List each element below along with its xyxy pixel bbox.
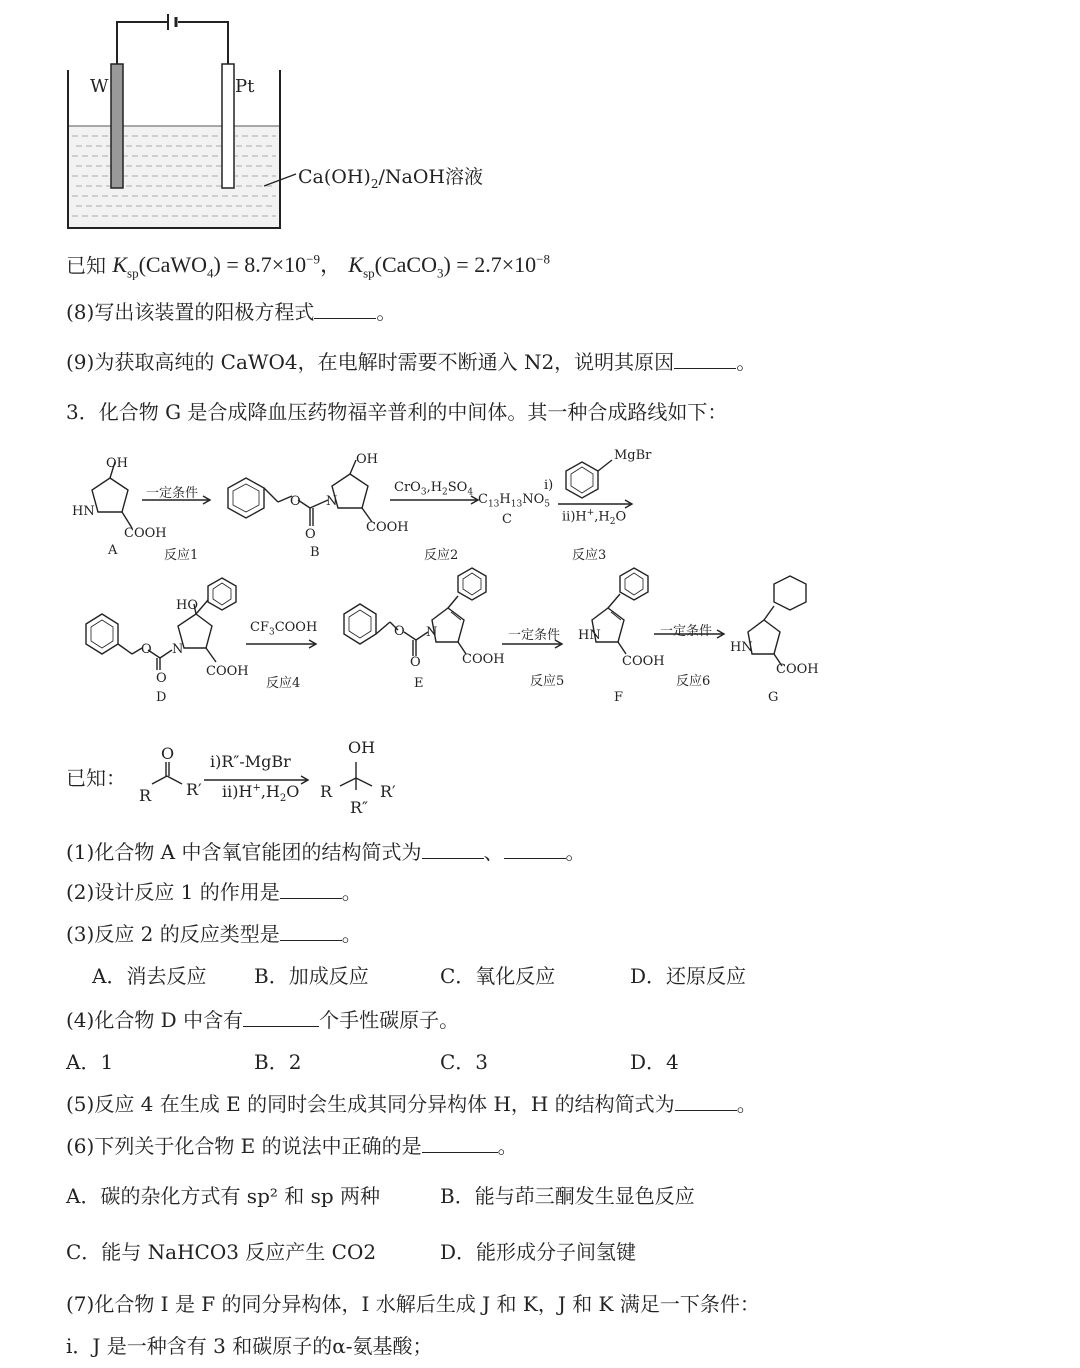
- q6-option-d[interactable]: D．能形成分子间氢键: [440, 1240, 637, 1264]
- q3-option-a[interactable]: A．消去反应: [92, 964, 207, 988]
- question-8-end: 。: [376, 300, 397, 324]
- reaction-label-6: 反应6: [676, 674, 711, 689]
- ksp-caco3: $K_{sp}(CaCO_3) = 2.7\times 10^{-8}$: [348, 252, 550, 281]
- platinum-electrode: [222, 64, 234, 188]
- question-1-text: (1)化合物 A 中含氧官能团的结构简式为: [66, 840, 422, 864]
- electrolysis-apparatus: [60, 8, 520, 240]
- grignard-product-r-double-prime: R″: [350, 798, 369, 817]
- electrode-label-pt: Pt: [235, 76, 255, 97]
- question-5: [66, 1090, 757, 1118]
- question-2: [66, 878, 362, 906]
- atom-o: O: [141, 642, 152, 657]
- question-8-text: (8)写出该装置的阳极方程式: [66, 300, 315, 324]
- grignard-r: R: [139, 786, 152, 805]
- answer-blank[interactable]: [280, 922, 342, 941]
- condition-r6: 一定条件: [660, 624, 713, 639]
- condition-r3-i: i): [544, 478, 554, 493]
- condition-r2: $CrO_3,H_2SO_4$: [394, 480, 474, 498]
- answer-blank[interactable]: [504, 840, 566, 859]
- q4-option-c[interactable]: C．3: [440, 1050, 489, 1074]
- question-5-text: (5)反应 4 在生成 E 的同时会生成其同分异构体 H，H 的结构简式为: [66, 1092, 675, 1116]
- atom-cooh: COOH: [124, 526, 167, 541]
- question-2-end: 。: [341, 880, 362, 904]
- condition-r5: 一定条件: [508, 628, 561, 643]
- question-6-end: 。: [497, 1134, 518, 1158]
- compound-label-c: C: [502, 512, 512, 527]
- question-7: (7)化合物 I 是 F 的同分异构体，I 水解后生成 J 和 K，J 和 K 满足一下条件：: [66, 1292, 760, 1316]
- question-9-end: 。: [736, 350, 757, 374]
- ksp-cawo4: $K_{sp}(CaWO_4) = 8.7\times 10^{-9}$，: [112, 252, 343, 281]
- atom-oh: OH: [106, 456, 128, 471]
- tungsten-electrode: [111, 64, 123, 188]
- grignard-cond-ii: $ii)H^+,H_2O$: [222, 782, 300, 805]
- answer-blank[interactable]: [422, 1134, 498, 1153]
- q6-option-b[interactable]: B．能与茚三酮发生显色反应: [440, 1184, 695, 1208]
- answer-blank[interactable]: [243, 1008, 319, 1027]
- compound-g-cyclohexane: [774, 576, 806, 610]
- grignard-cond-i: i)R″-MgBr: [210, 752, 291, 771]
- question-3-text: (3)反应 2 的反应类型是: [66, 922, 280, 946]
- question-1-separator: 、: [483, 840, 504, 864]
- question-1-end: 。: [565, 840, 586, 864]
- q6-option-a[interactable]: A．碳的杂化方式有 sp² 和 sp 两种: [66, 1184, 381, 1208]
- atom-o: O: [305, 527, 316, 542]
- atom-n: N: [172, 642, 184, 657]
- atom-hn: HN: [72, 504, 95, 519]
- atom-cooh: COOH: [622, 654, 665, 669]
- reaction-label-3: 反应3: [572, 548, 607, 563]
- compound-g-ring: [748, 620, 780, 654]
- known-grignard-prefix: 已知：: [66, 766, 126, 790]
- answer-blank[interactable]: [674, 350, 736, 369]
- atom-o: O: [156, 671, 167, 686]
- atom-o: O: [394, 624, 405, 639]
- atom-cooh: COOH: [462, 652, 505, 667]
- solution-label: $Ca(OH)_2$/NaOH溶液: [298, 166, 483, 191]
- condition-r3-mgbr: MgBr: [614, 448, 652, 463]
- question-4-text: (4)化合物 D 中含有: [66, 1008, 244, 1032]
- atom-cooh: COOH: [776, 662, 819, 677]
- condition-r4: $CF_3COOH$: [250, 620, 318, 638]
- grignard-oh: OH: [348, 738, 376, 757]
- known-ksp-line: [66, 246, 550, 288]
- question-3: [66, 920, 362, 948]
- compound-label-g: G: [768, 690, 779, 705]
- reaction-label-2: 反应2: [424, 548, 459, 563]
- q4-option-d[interactable]: D．4: [630, 1050, 679, 1074]
- grignard-o: O: [161, 744, 175, 763]
- reaction-label-1: 反应1: [164, 548, 199, 563]
- atom-cooh: COOH: [206, 664, 249, 679]
- q4-option-b[interactable]: B．2: [254, 1050, 302, 1074]
- compound-label-f: F: [614, 690, 624, 705]
- compound-b-ring: [332, 474, 368, 508]
- electrode-label-w: W: [90, 76, 109, 97]
- atom-hn: HN: [578, 628, 601, 643]
- reaction-label-4: 反应4: [266, 676, 301, 691]
- atom-ho: HO: [176, 598, 198, 613]
- compound-label-d: D: [156, 690, 167, 705]
- q3-option-c[interactable]: C．氧化反应: [440, 964, 556, 988]
- question-6: [66, 1132, 518, 1160]
- answer-blank[interactable]: [280, 880, 342, 899]
- question-2-text: (2)设计反应 1 的作用是: [66, 880, 280, 904]
- grignard-product-r: R: [320, 782, 333, 801]
- answer-blank[interactable]: [314, 300, 376, 319]
- question-4-end: 个手性碳原子。: [319, 1008, 460, 1032]
- question-6-text: (6)下列关于化合物 E 的说法中正确的是: [66, 1134, 422, 1158]
- question-4: [66, 1006, 459, 1034]
- grignard-r-prime: R′: [186, 780, 202, 799]
- atom-o: O: [410, 655, 421, 670]
- question-5-end: 。: [736, 1092, 757, 1116]
- atom-o: O: [290, 494, 301, 509]
- compound-label-b: B: [310, 545, 320, 560]
- compound-label-e: E: [414, 676, 424, 691]
- atom-oh: OH: [356, 452, 378, 467]
- q6-option-c[interactable]: C．能与 NaHCO3 反应产生 CO2: [66, 1240, 377, 1264]
- question-9: [66, 348, 756, 376]
- problem-3-intro: 3．化合物 G 是合成降血压药物福辛普利的中间体。其一种合成路线如下：: [66, 400, 728, 424]
- question-3-end: 。: [341, 922, 362, 946]
- condition-r1: 一定条件: [146, 486, 199, 501]
- compound-a-ring: [92, 478, 128, 512]
- q3-option-b[interactable]: B．加成反应: [254, 964, 369, 988]
- compound-label-a: A: [108, 543, 118, 558]
- known-prefix: 已知: [66, 253, 106, 278]
- atom-n: N: [326, 494, 338, 509]
- atom-n: N: [426, 625, 438, 640]
- condition-r3-ii: $ii)H^+,H_2O$: [562, 508, 627, 527]
- question-1: [66, 838, 586, 866]
- question-7-condition-i: i．J 是一种含有 3 和碳原子的α-氨基酸；: [66, 1334, 433, 1358]
- q3-option-d[interactable]: D．还原反应: [630, 964, 747, 988]
- q4-option-a[interactable]: A．1: [66, 1050, 114, 1074]
- question-8: [66, 298, 396, 326]
- grignard-product-r-prime: R′: [380, 782, 396, 801]
- answer-blank[interactable]: [422, 840, 484, 859]
- atom-hn: HN: [730, 640, 753, 655]
- answer-blank[interactable]: [675, 1092, 737, 1111]
- compound-c-formula: $C_{13}H_{13}NO_5$: [478, 492, 550, 510]
- question-9-text: (9)为获取高纯的 CaWO4，在电解时需要不断通入 N2，说明其原因: [66, 350, 675, 374]
- atom-cooh: COOH: [366, 520, 409, 535]
- reaction-label-5: 反应5: [530, 674, 565, 689]
